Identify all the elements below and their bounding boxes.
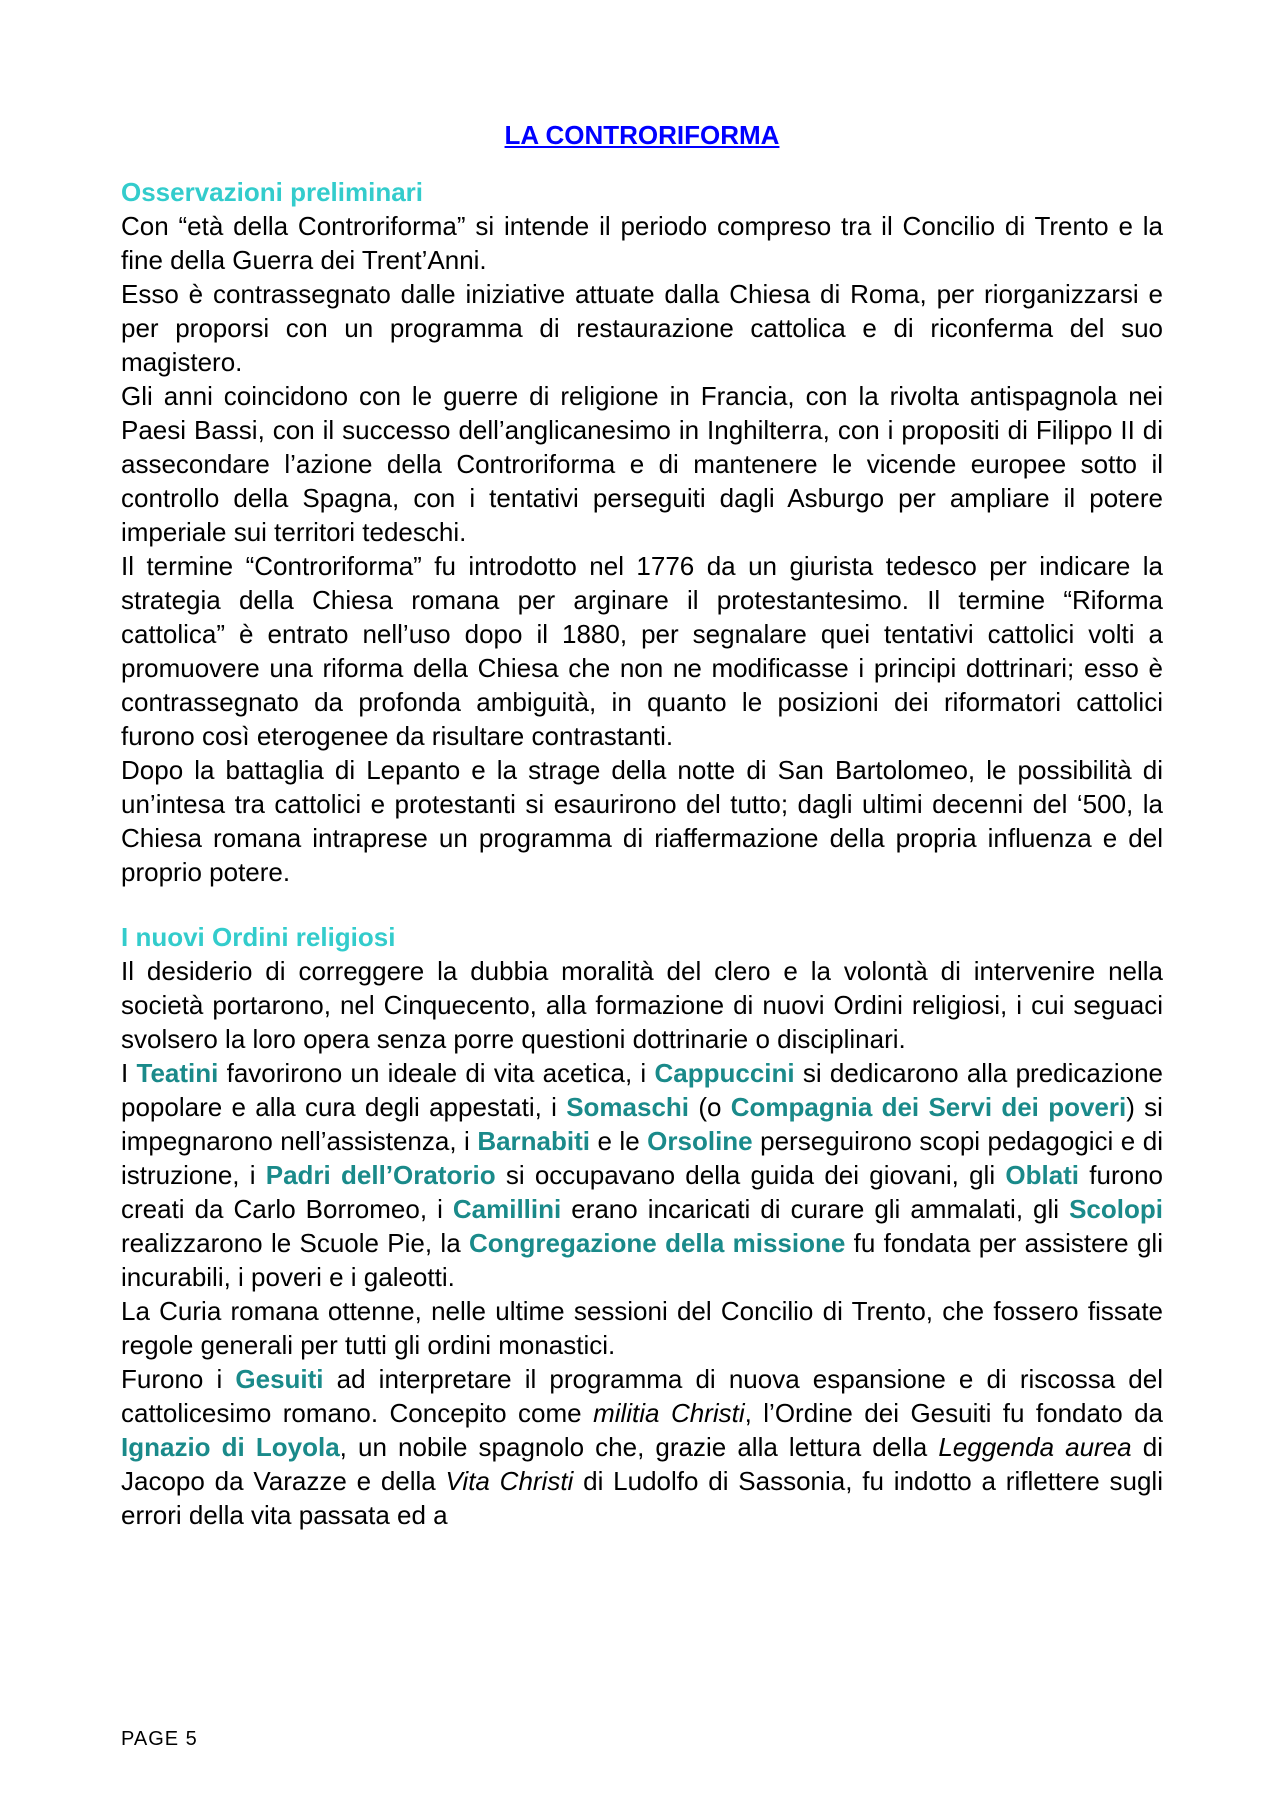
text-run: erano incaricati di curare gli ammalati, gli	[561, 1194, 1070, 1224]
highlight-gesuiti: Gesuiti	[235, 1364, 324, 1394]
document-page	[121, 118, 1163, 1532]
paragraph: Gli anni coincidono con le guerre di religione in Francia, con la rivolta antispagnola nei Paesi Bassi, con il successo dell’anglicanesimo in Inghilterra, con i propositi di Filippo II di assecondare l’azione della Controriforma e di mantenere le vicende europee sotto il controllo della Spagna, con i tentativi perseguiti dagli Asburgo per ampliare il potere imperiale sui territori tedeschi.	[121, 381, 1163, 547]
highlight-scolopi: Scolopi	[1069, 1194, 1163, 1224]
page-number: 5	[185, 1728, 198, 1750]
page-title: LA CONTRORIFORMA	[504, 120, 780, 150]
text-run: di Jacopo da Varazze e della	[121, 1432, 1163, 1496]
highlight-compagnia: Compagnia dei Servi dei poveri	[730, 1092, 1127, 1122]
italic-militia-christi: militia Christi	[593, 1398, 745, 1428]
text-run: favorirono un ideale di vita acetica, i	[218, 1058, 655, 1088]
paragraph: Esso è contrassegnato dalle iniziative attuate dalla Chiesa di Roma, per riorganizzarsi e per proporsi con un programma di restaurazione cattolica e di riconferma del suo magistero.	[121, 279, 1163, 377]
text-run: perseguirono scopi pedagogici e di istruzione, i	[121, 1126, 1163, 1190]
highlight-ignazio: Ignazio di Loyola	[121, 1432, 340, 1462]
paragraph: Dopo la battaglia di Lepanto e la strage della notte di San Bartolomeo, le possibilità di un’intesa tra cattolici e protestanti si esaurirono del tutto; dagli ultimi decenni del ‘500, la Chiesa romana intraprese un programma di riaffermazione della propria influenza e del proprio potere.	[121, 755, 1163, 887]
page-footer	[121, 1728, 198, 1751]
text-run: Furono i	[121, 1364, 236, 1394]
text-run: furono creati da Carlo Borromeo, i	[121, 1160, 1163, 1224]
highlight-orsoline: Orsoline	[647, 1126, 753, 1156]
text-run: si dedicarono alla predicazione popolare e alla cura degli appestati, i	[121, 1058, 1164, 1122]
highlight-somaschi: Somaschi	[566, 1092, 690, 1122]
text-run: (o	[689, 1092, 731, 1122]
highlight-padri-oratorio: Padri dell’Oratorio	[265, 1160, 496, 1190]
section-heading-osservazioni: Osservazioni preliminari	[121, 177, 424, 207]
section-heading-ordini: I nuovi Ordini religiosi	[121, 922, 396, 952]
highlight-oblati: Oblati	[1005, 1160, 1080, 1190]
text-run: e le	[590, 1126, 648, 1156]
paragraph: La Curia romana ottenne, nelle ultime sessioni del Concilio di Trento, che fossero fissate regole generali per tutti gli ordini monastici.	[121, 1296, 1163, 1360]
text-run: ) si impegnarono nell’assistenza, i	[121, 1092, 1163, 1156]
text-run: ad interpretare il programma di nuova espansione e di riscossa del cattolicesimo romano. Concepito come	[121, 1364, 1163, 1428]
text-run: di Ludolfo di Sassonia, fu indotto a riflettere sugli errori della vita passata ed a	[121, 1466, 1163, 1530]
paragraph: Il termine “Controriforma” fu introdotto nel 1776 da un giurista tedesco per indicare la strategia della Chiesa romana per arginare il protestantesimo. Il termine “Riforma cattolica” è entrato nell’uso dopo il 1880, per segnalare quei tentativi cattolici volti a promuovere una riforma della Chiesa che non ne modificasse i principi dottrinari; esso è contrassegnato da profonda ambiguità, in quanto le posizioni dei riformatori cattolici furono così eterogenee da risultare contrastanti.	[121, 551, 1163, 751]
text-run: realizzarono le Scuole Pie, la	[121, 1228, 469, 1258]
paragraph-gesuiti	[121, 1362, 1163, 1532]
highlight-barnabiti: Barnabiti	[477, 1126, 590, 1156]
italic-vita-christi: Vita Christi	[445, 1466, 574, 1496]
highlight-cappuccini: Cappuccini	[654, 1058, 795, 1088]
text-run: fu fondata per assistere gli incurabili, i poveri e i galeotti.	[121, 1228, 1163, 1292]
paragraph-orders	[121, 1056, 1163, 1294]
highlight-teatini: Teatini	[136, 1058, 219, 1088]
italic-leggenda-aurea: Leggenda aurea	[938, 1432, 1132, 1462]
text-run: , l’Ordine dei Gesuiti fu fondato da	[744, 1398, 1164, 1428]
paragraph: Il desiderio di correggere la dubbia moralità del clero e la volontà di intervenire nella società portarono, nel Cinquecento, alla formazione di nuovi Ordini religiosi, i cui seguaci svolsero la loro opera senza porre questioni dottrinarie o disciplinari.	[121, 956, 1163, 1054]
highlight-camillini: Camillini	[452, 1194, 562, 1224]
text-run: I	[121, 1058, 137, 1088]
text-run: , un nobile spagnolo che, grazie alla lettura della	[339, 1432, 939, 1462]
paragraph: Con “età della Controriforma” si intende il periodo compreso tra il Concilio di Trento e la fine della Guerra dei Trent’Anni.	[121, 211, 1163, 275]
text-run: si occupavano della guida dei giovani, gli	[495, 1160, 1006, 1190]
highlight-congregazione: Congregazione della missione	[468, 1228, 846, 1258]
page-label: PAGE	[121, 1728, 180, 1750]
